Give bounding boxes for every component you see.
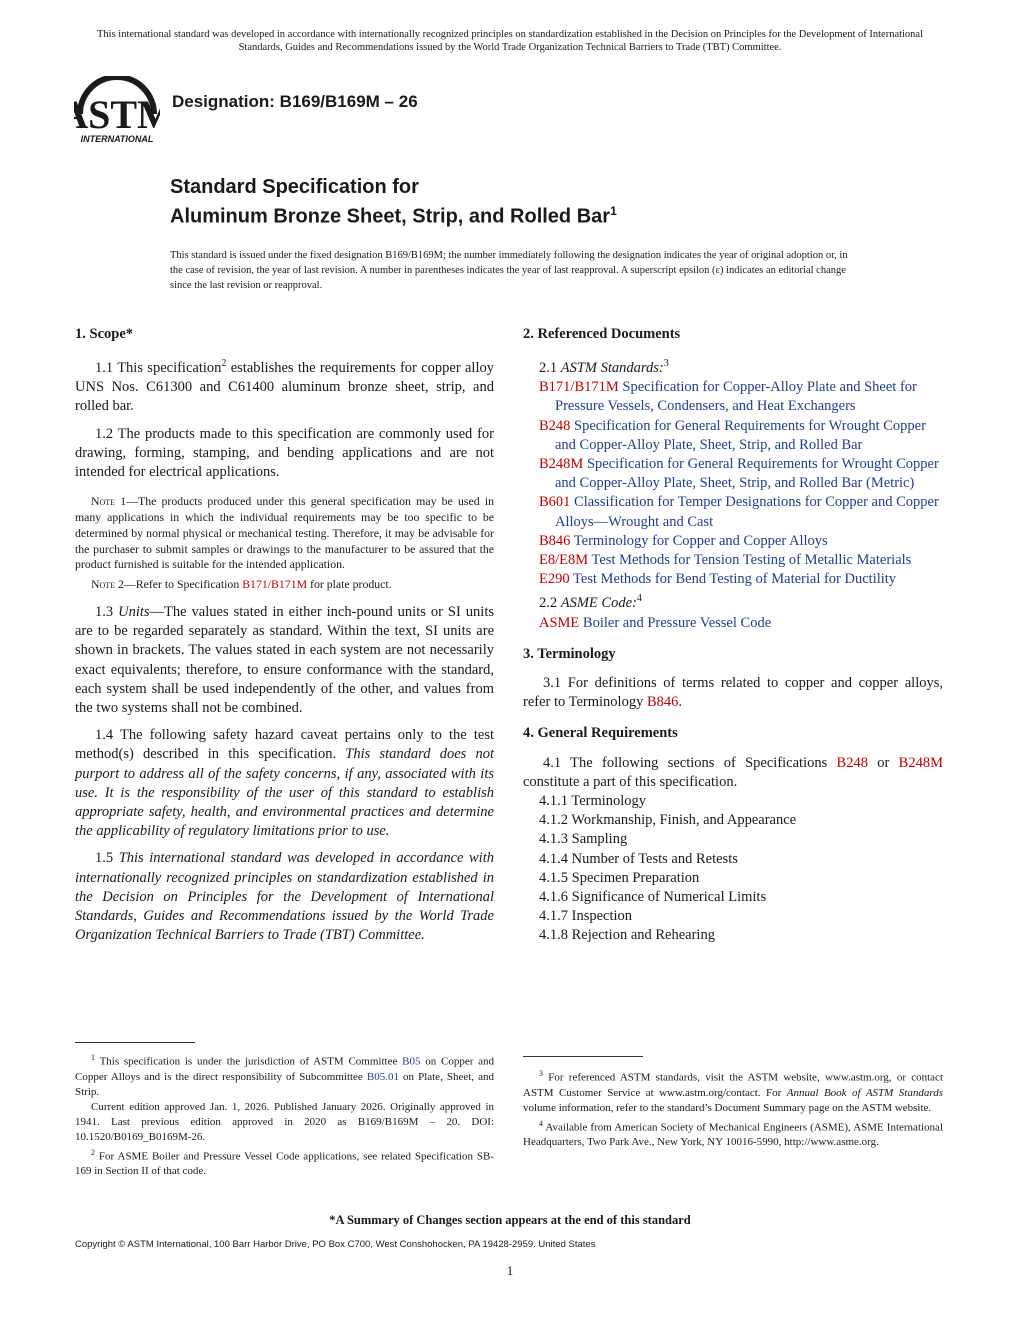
section-heading-terminology: 3. Terminology [523,645,616,662]
list-item: 4.1.1 Terminology [539,792,647,809]
copyright: Copyright © ASTM International, 100 Barr Harbor Drive, PO Box C700, West Conshohocken, PA 19428-2959. United States [75,1239,596,1250]
footnotes-left [75,1050,494,1179]
section-heading-general-requirements: 4. General Requirements [523,725,678,742]
top-notice: This international standard was developed in accordance with internationally recognized principles on standardization established in the Decision on Principles for the Development of International Standards, Guides and Recommendations issued by the World Trade Organization Technical Barriers to Trade (TBT) Committee. [96,29,924,53]
list-item: 4.1.8 Rejection and Rehearing [539,927,715,944]
list-item: 4.1.4 Number of Tests and Retests [539,850,738,867]
note-1: Note 1—The products produced under this general specification may be used in many applications in which the individual requirements may be too specific to be determined by normal physical or mechanical testing. Therefore, it may be advisable for the purchaser to submit samples or drawings to the manufacturer to be assured that the product furnished is suitable for the intended application. [75,494,495,572]
footnote-divider-left [75,1042,195,1043]
general-requirements-list [523,792,943,946]
reference-item[interactable]: B248M Specification for General Requirements for Wrought Copper and Copper-Alloy Plate, Sheet, Strip, and Rolled Bar (Metric) [539,456,939,492]
footnotes-right [523,1066,943,1150]
designation: Designation: B169/B169M – 26 [172,92,418,111]
ref-link-b0501[interactable]: B05.01 [366,1070,399,1083]
list-item: 4.1.6 Significance of Numerical Limits [539,888,767,905]
footnote-2: $^2$ For ASME Boiler and Pressure Vessel Code applications, see related Specification SB-169 in Section II of that code. [75,1147,494,1178]
reference-item[interactable]: B171/B171M Specification for Copper-Alloy Plate and Sheet for Pressure Vessels, Condensers, and Heat Exchangers [539,379,917,415]
ref-link-b248m[interactable]: B248M [898,754,943,771]
paragraph-3-1: 3.1 For definitions of terms related to copper and copper alloys, refer to Terminology B846. [523,674,943,711]
astm-logo-icon [74,76,160,146]
astm-standards-label: 2.1 ASTM Standards:$^3$ [539,358,669,377]
svg-text:ASTM: STM [88,92,160,137]
paragraph-1-1: 1.1 This specification$^2$ establishes the requirements for copper alloy UNS Nos. C61300 and C61400 aluminum bronze sheet, strip, and rolled bar. [75,358,494,415]
footnote-4: $^4$ Available from American Society of Mechanical Engineers (ASME), ASME International Headquarters, Two Park Ave., New York, NY 10016-5990, http://www.asme.org. [523,1118,943,1149]
paragraph-1-2: 1.2 The products made to this specification are commonly used for drawing, forming, stamping, and bending applications and are not intended for electrical applications. [75,425,494,481]
section-heading-scope: 1. Scope* [75,326,133,342]
left-column [75,325,494,953]
asme-code-label: 2.2 ASME Code:$^4$ [539,593,642,612]
note-2: Note 2—Refer to Specification B171/B171M for plate product. [91,577,392,592]
reference-item-asme[interactable]: ASME Boiler and Pressure Vessel Code [539,614,772,631]
ref-link-b846[interactable]: B846 [646,694,679,711]
ref-link-b171[interactable]: B171/B171M [242,577,308,592]
page-title [170,175,617,229]
footnote-1-edition: Current edition approved Jan. 1, 2026. Published January 2026. Originally approved in 1941. Last previous edition approved in 2020 as B169/B169M – 20. DOI: 10.1520/B0169_B0169M-26. [75,1100,494,1143]
svg-text:INTERNATIONAL: INTERNATIONAL [80,134,154,144]
page-number: 1 [506,1263,514,1278]
reference-list [523,378,943,589]
reference-item[interactable]: B248 Specification for General Requirements for Wrought Copper and Copper-Alloy Plate, Sheet, Strip, and Rolled Bar [539,417,926,453]
section-heading-referenced-documents: 2. Referenced Documents [523,326,681,342]
paragraph-1-3: 1.3 Units—The values stated in either inch-pound units or SI units are to be regarded separately as standard. Within the text, SI units are shown in brackets. The values stated in each system are not necessarily exact equivalents; therefore, to ensure conformance with the standard, each system shall be used independently of the other, and values from the two systems shall not be combined. [75,604,494,717]
ref-link-b05[interactable]: B05 [402,1055,421,1068]
paragraph-1-5: 1.5 This international standard was developed in accordance with internationally recognized principles on standardization established in the Decision on Principles for the Development of International Standards, Guides and Recommendations issued by the World Trade Organization Technical Barriers to Trade (TBT) Committee. [75,850,494,944]
paragraph-1-4: 1.4 The following safety hazard caveat pertains only to the test method(s) described in this specification. This standard does not purport to address all of the safety concerns, if any, associated with its use. It is the responsibility of the user of this standard to establish appropriate safety, health, and environmental practices and determine the applicability of regulatory limitations prior to use. [75,727,494,840]
reference-item[interactable]: E290 Test Methods for Bend Testing of Material for Ductility [539,571,897,588]
footnote-3: $^3$ For referenced ASTM standards, visit the ASTM website, www.astm.org, or contact ASTM Customer Service at www.astm.org/contact. For Annual Book of ASTM Standards volume information, refer to the standard’s Document Summary page on the ASTM website. [523,1069,943,1114]
title-line-1: Standard Specification for [170,176,419,198]
right-column [523,325,943,946]
reference-item[interactable]: B601 Classification for Temper Designations for Copper and Copper Alloys—Wrought and Cast [539,494,939,530]
astm-logo [74,76,160,146]
paragraph-4-1: 4.1 The following sections of Specifications B248 or B248M constitute a part of this specification. [523,754,943,790]
list-item: 4.1.3 Sampling [539,831,628,848]
reference-item[interactable]: E8/E8M Test Methods for Tension Testing of Metallic Materials [539,552,912,569]
list-item: 4.1.5 Specimen Preparation [539,869,700,886]
footnote-1: $^1$ This specification is under the jurisdiction of ASTM Committee B05 on Copper and Copper Alloys and is the direct responsibility of Subcommittee B05.01 on Plate, Sheet, and Strip. [75,1053,495,1098]
list-item: 4.1.2 Workmanship, Finish, and Appearance [539,812,797,829]
issue-note: This standard is issued under the fixed designation B169/B169M; the number immediately following the designation indicates the year of original adoption or, in the case of revision, the year of last revision. A number in parentheses indicates the year of last reapproval. A superscript epsilon (ε) indicates an editorial change since the last revision or reapproval. [170,250,848,291]
title-line-2: Aluminum Bronze Sheet, Strip, and Rolled Bar$^1$ [170,204,617,228]
footnote-divider-right [523,1056,643,1057]
summary-of-changes-note: *A Summary of Changes section appears at the end of this standard [329,1213,691,1227]
ref-link-b248[interactable]: B248 [836,754,868,771]
list-item: 4.1.7 Inspection [539,908,633,925]
reference-item[interactable]: B846 Terminology for Copper and Copper Alloys [539,532,828,549]
